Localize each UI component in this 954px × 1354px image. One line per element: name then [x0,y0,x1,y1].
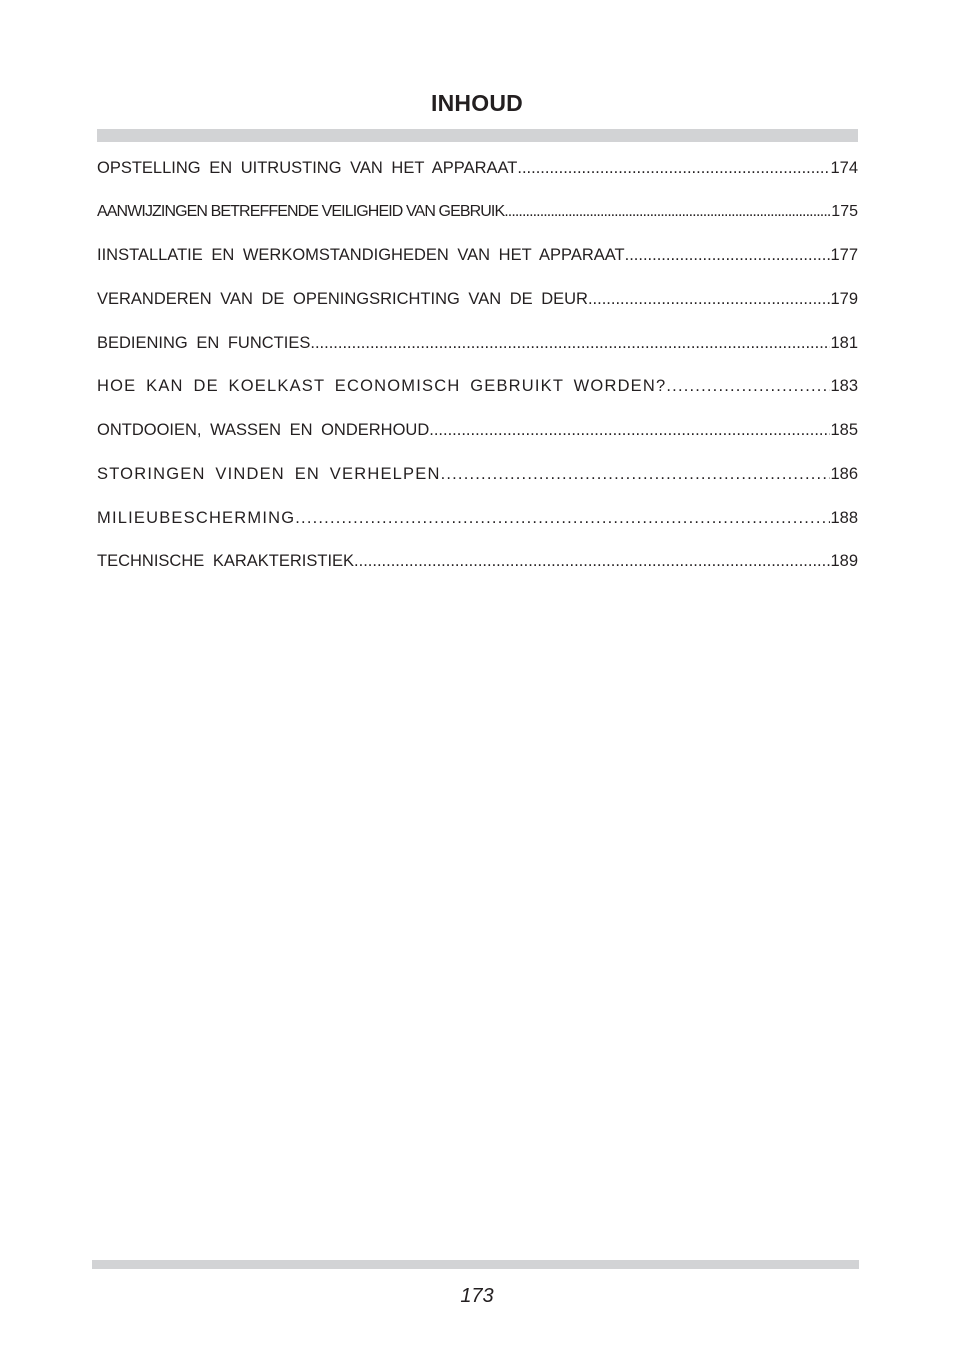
top-divider [97,129,858,142]
toc-entry-label: OPSTELLING EN UITRUSTING VAN HET APPARAAT [97,159,518,177]
toc-entry-page: 181 [830,333,858,352]
toc-entry-page: 186 [830,464,858,483]
toc-entry-page: 177 [830,246,858,265]
table-of-contents [97,159,858,596]
toc-entry[interactable] [97,509,858,553]
toc-entry-label: HOE KAN DE KOELKAST ECONOMISCH GEBRUIKT WORDEN? [97,377,667,396]
toc-entry-label: STORINGEN VINDEN EN VERHELPEN [97,464,441,483]
toc-dot-leader [310,334,830,353]
page-number: 173 [460,1285,494,1307]
toc-entry-label: ONTDOOIEN, WASSEN EN ONDERHOUD [97,421,430,440]
toc-entry[interactable] [97,203,858,247]
toc-entry-label: IINSTALLATIE EN WERKOMSTANDIGHEDEN VAN HET APPARAAT [97,246,625,265]
toc-entry-page: 189 [830,552,858,571]
toc-entry[interactable] [97,334,858,378]
toc-dot-leader [625,246,831,265]
toc-entry-page: 174 [830,159,858,177]
toc-entry-label: AANWIJZINGEN BETREFFENDE VEILIGHEID VAN GEBRUIK [97,202,505,220]
toc-entry-label: TECHNISCHE KARAKTERISTIEK [97,552,355,571]
toc-entry[interactable] [97,159,858,203]
toc-dot-leader [588,290,831,309]
toc-entry-page: 183 [830,377,858,396]
toc-entry-page: 188 [830,508,858,527]
toc-entry-label: MILIEUBESCHERMING [97,508,296,527]
page-title: INHOUD [431,90,523,116]
toc-entry-label: BEDIENING EN FUNCTIES [97,333,311,352]
toc-entry-page: 179 [830,290,858,309]
toc-dot-leader [429,421,830,440]
toc-entry[interactable] [97,421,858,465]
toc-entry[interactable] [97,465,858,509]
toc-entry[interactable] [97,552,858,596]
toc-entry-label: VERANDEREN VAN DE OPENINGSRICHTING VAN DE DEUR [97,290,588,309]
bottom-divider [92,1260,859,1269]
toc-entry-page: 175 [831,202,858,220]
toc-entry[interactable] [97,377,858,421]
toc-entry[interactable] [97,246,858,290]
toc-dot-leader [666,377,830,396]
toc-entry[interactable] [97,290,858,334]
toc-dot-leader [354,552,830,571]
toc-dot-leader [441,465,831,484]
toc-dot-leader [504,203,831,221]
toc-dot-leader [295,509,830,528]
toc-dot-leader [517,159,830,178]
toc-entry-page: 185 [830,421,858,440]
